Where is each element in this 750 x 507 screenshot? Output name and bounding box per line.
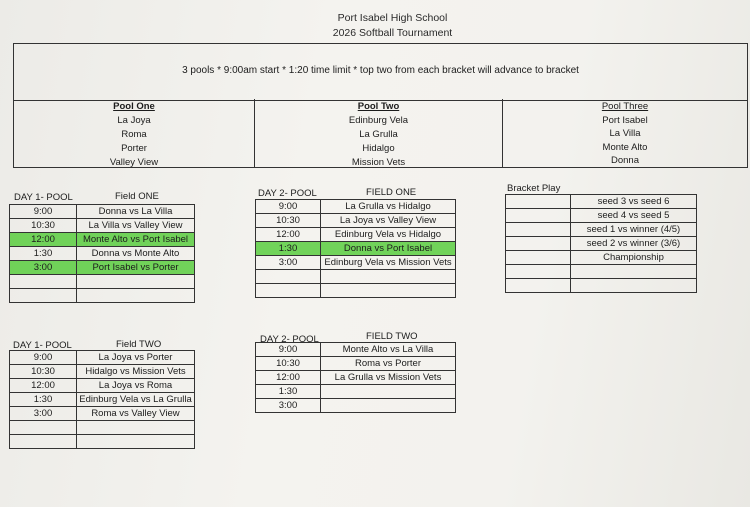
game-cell: La Joya vs Roma <box>77 379 195 393</box>
table-row <box>10 275 195 289</box>
game-cell: Edinburg Vela vs Hidalgo <box>321 228 456 242</box>
bracket-row <box>506 223 697 237</box>
time-cell: 12:00 <box>10 379 77 393</box>
pool-team: La Villa <box>609 128 641 139</box>
table-row <box>256 399 456 413</box>
game-cell <box>321 385 456 399</box>
day1-field2-day-label: DAY 1- POOL <box>13 340 72 351</box>
game-cell <box>321 399 456 413</box>
bracket-label: Bracket Play <box>507 183 561 194</box>
pool-team: La Joya <box>117 115 151 126</box>
table-row <box>256 214 456 228</box>
time-cell: 3:00 <box>10 407 77 421</box>
day2-field1-field-label: FIELD ONE <box>366 187 417 198</box>
pool-three <box>503 99 747 167</box>
time-cell: 1:30 <box>256 385 321 399</box>
game-cell: Edinburg Vela vs La Grulla <box>77 393 195 407</box>
game-cell <box>77 435 195 449</box>
pool-team: Hidalgo <box>362 143 395 154</box>
game-cell: Donna vs La Villa <box>77 205 195 219</box>
table-row <box>10 393 195 407</box>
day1-field1-field-label: Field ONE <box>115 191 159 202</box>
day2-field2-field-label: FIELD TWO <box>366 331 418 342</box>
pool-one-title: Pool One <box>113 101 155 112</box>
table-row <box>10 365 195 379</box>
day1-field2-table <box>9 350 195 449</box>
bracket-row <box>506 279 697 293</box>
day1-field1-table <box>9 204 195 303</box>
day2-field1-table <box>255 199 456 298</box>
game-cell: Edinburg Vela vs Mission Vets <box>321 256 456 270</box>
time-cell: 9:00 <box>256 343 321 357</box>
pool-team: Valley View <box>109 157 159 168</box>
bracket-game-cell: seed 4 vs seed 5 <box>571 209 697 223</box>
time-cell: 12:00 <box>256 371 321 385</box>
game-cell: Roma vs Valley View <box>77 407 195 421</box>
table-row <box>256 200 456 214</box>
bracket-row <box>506 237 697 251</box>
time-cell: 9:00 <box>10 205 77 219</box>
time-cell <box>10 421 77 435</box>
time-cell <box>256 284 321 298</box>
time-cell <box>10 435 77 449</box>
time-cell <box>256 270 321 284</box>
table-row <box>256 371 456 385</box>
pool-two-title: Pool Two <box>357 101 400 112</box>
time-cell: 3:00 <box>10 261 77 275</box>
table-row <box>256 256 456 270</box>
table-row <box>256 385 456 399</box>
day1-field1-day-label: DAY 1- POOL <box>14 192 73 203</box>
table-row <box>10 421 195 435</box>
pool-one <box>14 99 254 167</box>
bracket-row <box>506 265 697 279</box>
pool-team: La Grulla <box>359 129 398 140</box>
game-cell <box>77 421 195 435</box>
bracket-blank-cell <box>506 195 571 209</box>
bracket-blank-cell <box>506 265 571 279</box>
game-cell: Donna vs Monte Alto <box>77 247 195 261</box>
info-box <box>13 43 748 101</box>
pools-section <box>13 99 748 168</box>
game-cell: Monte Alto vs Port Isabel <box>77 233 195 247</box>
table-row <box>256 343 456 357</box>
time-cell: 9:00 <box>10 351 77 365</box>
table-row <box>10 219 195 233</box>
game-cell: Donna vs Port Isabel <box>321 242 456 256</box>
bracket-table <box>505 194 697 293</box>
time-cell: 9:00 <box>256 200 321 214</box>
game-cell: Roma vs Porter <box>321 357 456 371</box>
bracket-row <box>506 209 697 223</box>
bracket-game-cell: seed 1 vs winner (4/5) <box>571 223 697 237</box>
bracket-game-cell: seed 2 vs winner (3/6) <box>571 237 697 251</box>
time-cell: 1:30 <box>10 393 77 407</box>
day2-field1-day-label: DAY 2- POOL <box>258 188 317 199</box>
pool-team: Mission Vets <box>351 157 406 168</box>
bracket-blank-cell <box>506 279 571 293</box>
pool-three-title: Pool Three <box>601 101 649 112</box>
time-cell <box>10 275 77 289</box>
table-row <box>10 261 195 275</box>
table-row <box>10 407 195 421</box>
time-cell: 12:00 <box>10 233 77 247</box>
bracket-row <box>506 251 697 265</box>
game-cell <box>321 270 456 284</box>
table-row <box>10 289 195 303</box>
table-row <box>10 233 195 247</box>
day2-field2-day-label: DAY 2- POOL <box>260 334 319 345</box>
table-row <box>256 242 456 256</box>
pool-two <box>255 99 502 167</box>
time-cell: 1:30 <box>256 242 321 256</box>
table-row <box>10 435 195 449</box>
table-row <box>10 205 195 219</box>
table-row <box>10 247 195 261</box>
bracket-game-cell <box>571 279 697 293</box>
time-cell: 3:00 <box>256 399 321 413</box>
tournament-title: 2026 Softball Tournament <box>332 27 453 39</box>
bracket-blank-cell <box>506 251 571 265</box>
bracket-game-cell: Championship <box>571 251 697 265</box>
game-cell <box>321 284 456 298</box>
bracket-game-cell: seed 3 vs seed 6 <box>571 195 697 209</box>
time-cell: 1:30 <box>10 247 77 261</box>
bracket-blank-cell <box>506 237 571 251</box>
bracket-blank-cell <box>506 223 571 237</box>
time-cell: 10:30 <box>10 365 77 379</box>
pool-team: Edinburg Vela <box>348 115 409 126</box>
game-cell: La Villa vs Valley View <box>77 219 195 233</box>
table-row <box>256 284 456 298</box>
pool-team: Donna <box>611 155 639 166</box>
pool-team: Roma <box>121 129 147 140</box>
time-cell: 12:00 <box>256 228 321 242</box>
bracket-blank-cell <box>506 209 571 223</box>
game-cell: La Grulla vs Mission Vets <box>321 371 456 385</box>
info-text: 3 pools * 9:00am start * 1:20 time limit * top two from each bracket will advance to bracket <box>182 65 579 76</box>
table-row <box>256 270 456 284</box>
game-cell: La Grulla vs Hidalgo <box>321 200 456 214</box>
table-row <box>10 351 195 365</box>
game-cell: La Joya vs Porter <box>77 351 195 365</box>
time-cell: 10:30 <box>10 219 77 233</box>
day1-field2-field-label: Field TWO <box>116 339 162 350</box>
game-cell: Hidalgo vs Mission Vets <box>77 365 195 379</box>
table-row <box>256 228 456 242</box>
game-cell <box>77 275 195 289</box>
bracket-game-cell <box>571 265 697 279</box>
time-cell <box>10 289 77 303</box>
pool-team: Port Isabel <box>602 114 648 126</box>
game-cell: Port Isabel vs Porter <box>77 261 195 275</box>
table-row <box>256 357 456 371</box>
day2-field2-table <box>255 342 456 413</box>
game-cell: Monte Alto vs La Villa <box>321 343 456 357</box>
bracket-row <box>506 195 697 209</box>
pool-team: Porter <box>121 143 147 154</box>
school-title: Port Isabel High School <box>337 12 448 24</box>
time-cell: 10:30 <box>256 357 321 371</box>
table-row <box>10 379 195 393</box>
pool-team: Monte Alto <box>602 141 648 153</box>
game-cell: La Joya vs Valley View <box>321 214 456 228</box>
time-cell: 3:00 <box>256 256 321 270</box>
game-cell <box>77 289 195 303</box>
time-cell: 10:30 <box>256 214 321 228</box>
